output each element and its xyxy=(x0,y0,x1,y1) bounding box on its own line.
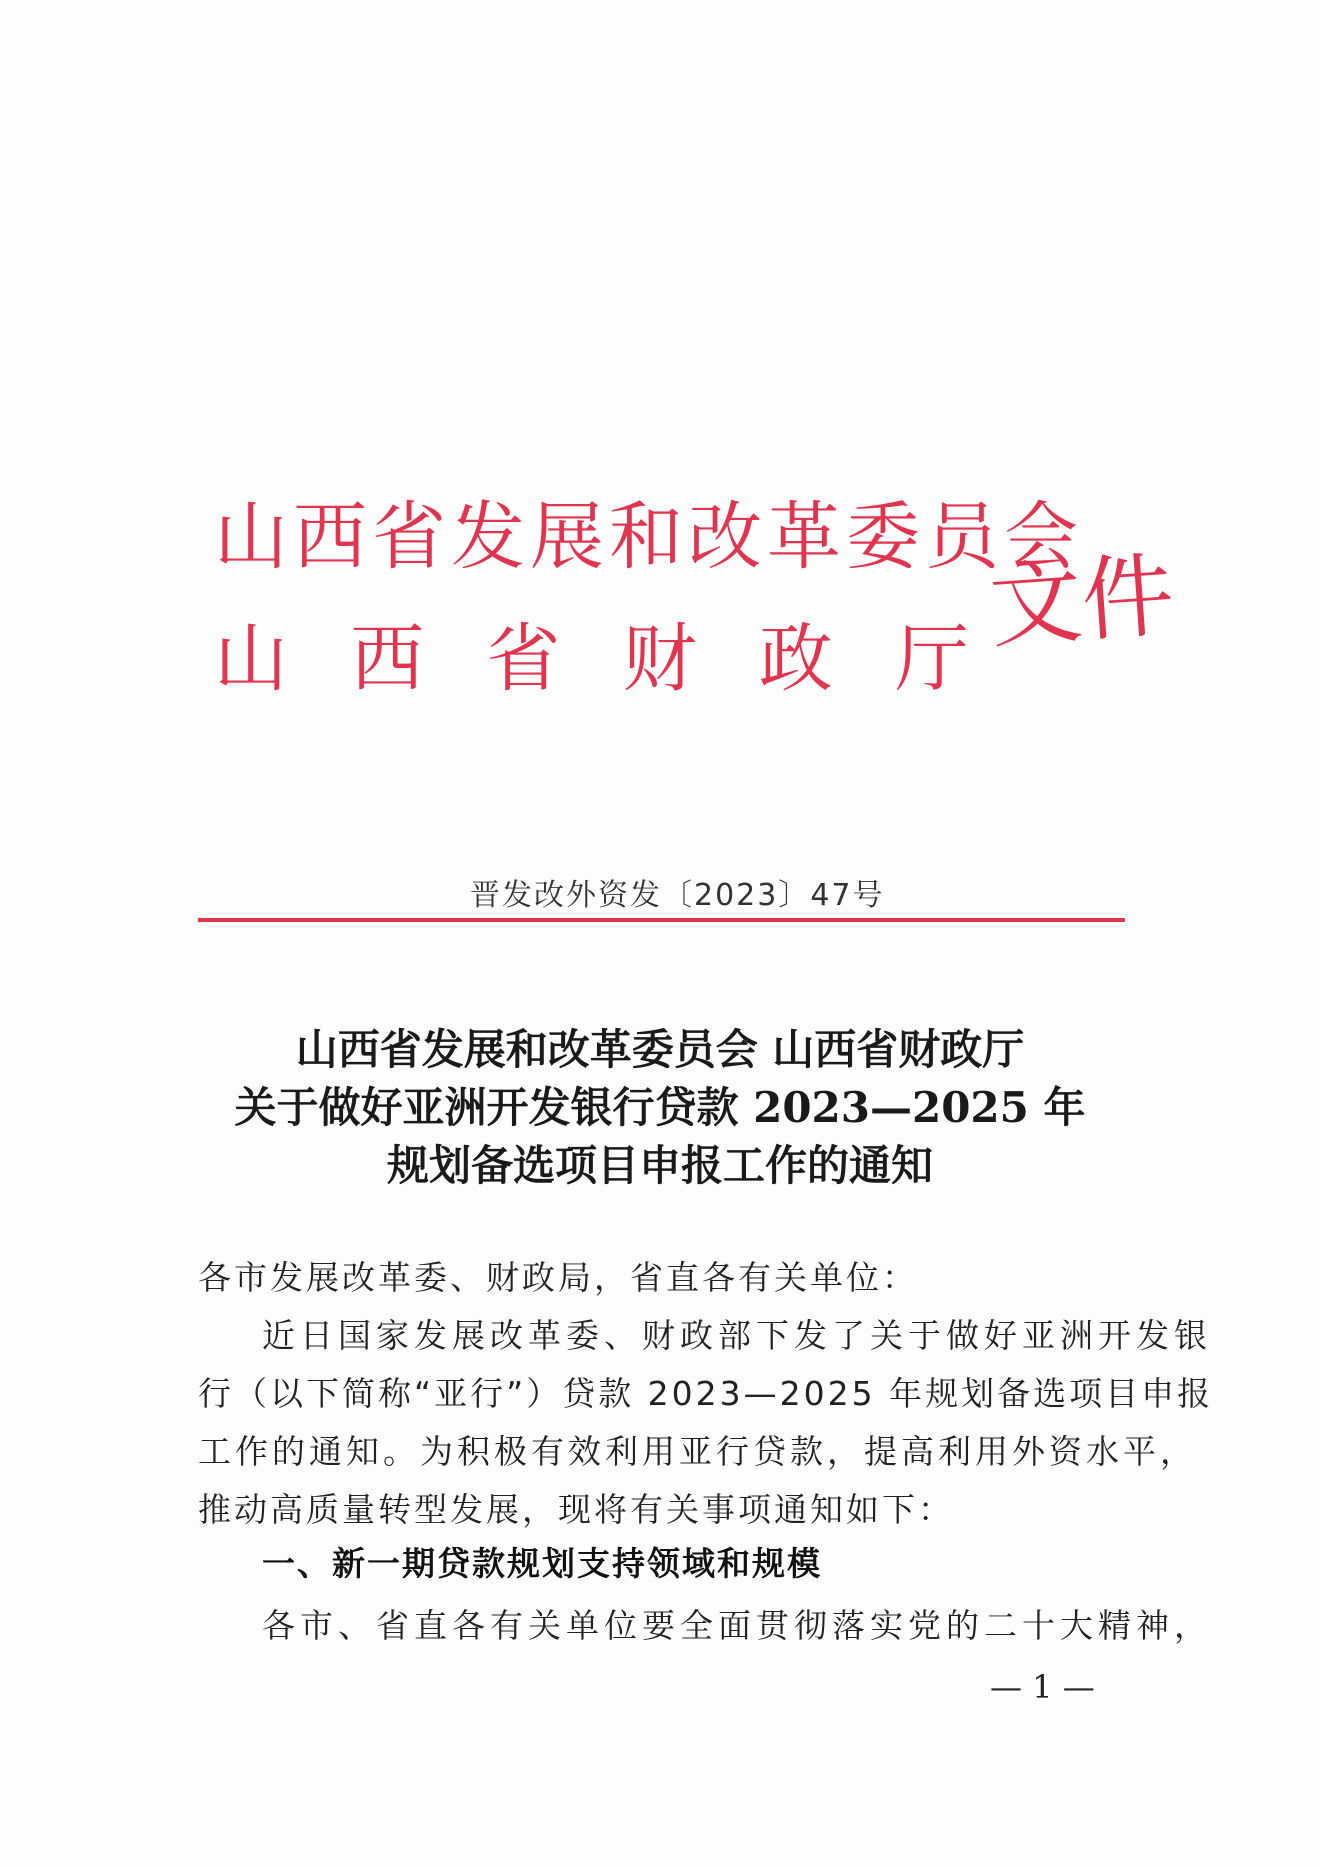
salutation: 各市发展改革委、财政局，省直各有关单位： xyxy=(198,1258,918,1297)
issuer-line-2 xyxy=(214,616,969,702)
title-line-1: 山西省发展和改革委员会 山西省财政厅 xyxy=(295,1025,1025,1074)
paragraph-2-line-1: 各市、省直各有关单位要全面贯彻落实党的二十大精神， xyxy=(262,1606,1212,1645)
red-divider xyxy=(198,918,1125,922)
title-line-2: 关于做好亚洲开发银行贷款 2023—2025 年 xyxy=(234,1083,1086,1132)
issuer-line-2-char: 省 xyxy=(486,616,561,702)
issuer-line-2-char: 山 xyxy=(214,616,288,702)
title-line-3: 规划备选项目申报工作的通知 xyxy=(386,1141,933,1190)
paragraph-1-line-2: 行（以下简称“亚行”）贷款 2023—2025 年规划备选项目申报 xyxy=(198,1374,1214,1413)
issuer-line-2-char: 西 xyxy=(350,616,425,702)
issuer-line-2-char: 厅 xyxy=(894,616,969,702)
paragraph-1-line-4: 推动高质量转型发展，现将有关事项通知如下： xyxy=(198,1490,954,1529)
page-number: — 1 — xyxy=(990,1668,1095,1706)
issuer-line-2-char: 财 xyxy=(622,616,697,702)
paragraph-1-line-1: 近日国家发展改革委、财政部下发了关于做好亚洲开发银 xyxy=(262,1316,1212,1355)
issuer-line-2-char: 政 xyxy=(758,616,833,702)
paragraph-1-line-3: 工作的通知。为积极有效利用亚行贷款，提高利用外资水平， xyxy=(198,1432,1197,1471)
document-number: 晋发改外资发〔2023〕47号 xyxy=(470,878,885,913)
issuer-line-1: 山西省发展和改革委员会 xyxy=(214,494,1083,580)
section-heading-1: 一、新一期贷款规划支持领域和规模 xyxy=(262,1544,822,1583)
doc-label: 文件 xyxy=(986,541,1178,662)
